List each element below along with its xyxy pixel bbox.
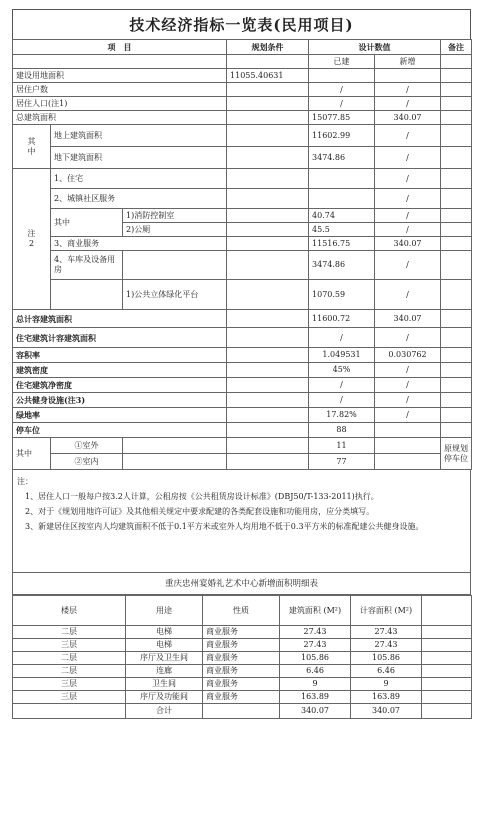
note-3: 3、新建居住区按室内人均建筑面积不低于0.1平方米或室外人均用地不低于0.3平方米的标准配建公共健身设施。 — [17, 522, 424, 531]
document-title: 技术经济指标一览表(民用项目) — [12, 9, 471, 39]
header-remarks: 备注 — [441, 40, 472, 55]
table-header-row — [13, 40, 472, 55]
detail-row: 二层 电梯 商业服务 27.43 27.43 — [13, 626, 472, 639]
table-row: 2)公厕 45.5 / — [13, 223, 472, 237]
table-row: 其 中 地上建筑面积 11602.99 / — [13, 125, 472, 147]
header-built: 已建 — [309, 55, 375, 69]
note-1: 1、居住人口一般每户按3.2人计算，公租房按《公共租赁房设计标准》(DBJ50/T-133-2011)执行。 — [17, 492, 379, 501]
table-row: 其中 ①室外 11 原规划停车位 — [13, 438, 472, 454]
table-row: 2、城镇社区服务 / — [13, 189, 472, 209]
header-design: 设计数值 — [309, 40, 441, 55]
detail-row: 三层 卫生间 商业服务 9 9 — [13, 678, 472, 691]
table-row: 住宅建筑净密度 / / — [13, 378, 472, 393]
table-row: 住宅建筑计容建筑面积 / / — [13, 328, 472, 348]
document-page — [12, 9, 471, 719]
table-row: 3、商业服务 11516.75 340.07 — [13, 237, 472, 251]
table-row: 地下建筑面积 3474.86 / — [13, 147, 472, 169]
indicator-table — [12, 39, 472, 470]
table-subheader-row — [13, 55, 472, 69]
table-row: 1)公共立体绿化平台 1070.59 / — [13, 280, 472, 310]
header-added: 新增 — [375, 55, 441, 69]
table-row: 建设用地面积 11055.40631 — [13, 69, 472, 83]
header-item: 项 目 — [13, 40, 227, 55]
detail-table — [12, 595, 472, 719]
table-row: 居住人口(注1) / / — [13, 97, 472, 111]
table-row: 停车位 88 — [13, 423, 472, 438]
table-row: 总计容建筑面积 11600.72 340.07 — [13, 310, 472, 328]
table-row: 其中 1)消防控制室 40.74 / — [13, 209, 472, 223]
detail-header-row: 楼层 用途 性质 建筑面积 (M²) 计容面积 (M²) — [13, 596, 472, 626]
parking-remark: 原规划停车位 — [441, 438, 472, 470]
notes-section — [12, 470, 471, 573]
table-row: 4、车库及设备用房 3474.86 / — [13, 251, 472, 280]
table-row: 容积率 1.049531 0.030762 — [13, 348, 472, 363]
table-row: 建筑密度 45% / — [13, 363, 472, 378]
table-row: 公共健身设施(注3) / / — [13, 393, 472, 408]
detail-row: 三层 序厅及功能间 商业服务 163.89 163.89 — [13, 691, 472, 704]
detail-row: 二层 序厅及卫生间 商业服务 105.86 105.86 — [13, 652, 472, 665]
detail-table-title: 重庆忠州宴婚礼艺术中心新增面积明细表 — [12, 573, 471, 595]
table-row: 注 2 1、住宅 / — [13, 169, 472, 189]
notes-heading: 注： — [17, 477, 33, 486]
table-row: 居住户数 / / — [13, 83, 472, 97]
table-row: ②室内 77 — [13, 454, 472, 470]
table-row: 总建筑面积 15077.85 340.07 — [13, 111, 472, 125]
note-2: 2、对于《规划用地许可证》及其他相关规定中要求配建的各类配套设施和功能用房，应分类填写。 — [17, 507, 375, 516]
header-planned: 规划条件 — [227, 40, 309, 55]
detail-row: 三层 电梯 商业服务 27.43 27.43 — [13, 639, 472, 652]
detail-total-row: 合计 340.07 340.07 — [13, 704, 472, 719]
table-row: 绿地率 17.82% / — [13, 408, 472, 423]
detail-row: 二层 连廊 商业服务 6.46 6.46 — [13, 665, 472, 678]
